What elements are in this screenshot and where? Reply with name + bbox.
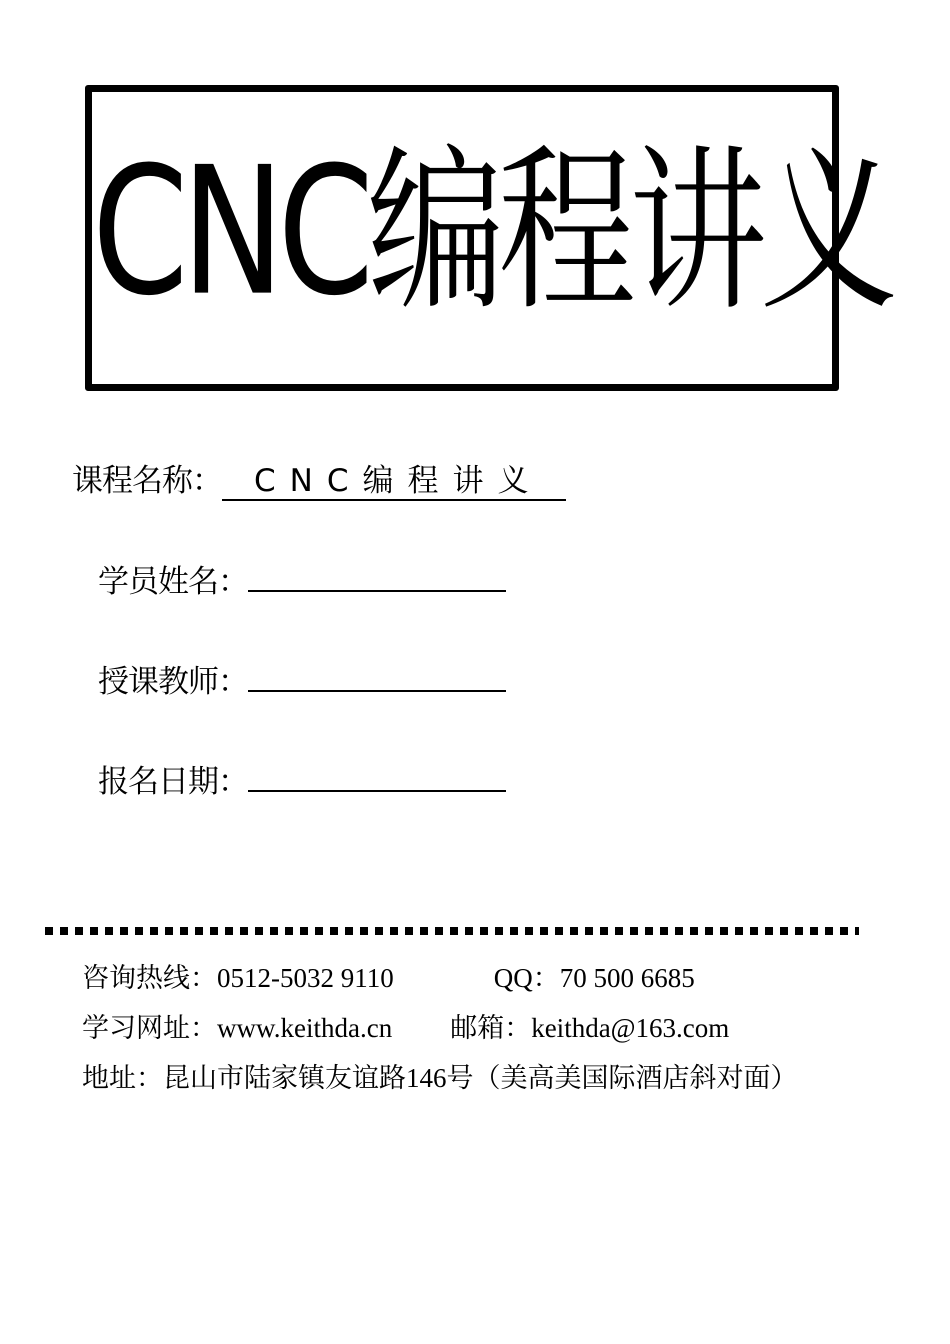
contact-line-1 — [82, 961, 695, 995]
student-name-label: 学员姓名： — [98, 564, 248, 600]
teacher-field — [98, 660, 506, 702]
dotted-separator — [45, 927, 859, 935]
course-name-field — [72, 461, 566, 501]
student-name-field — [98, 560, 506, 602]
contact-line-3 — [82, 1061, 798, 1095]
qq-text: QQ：70 500 6685 — [493, 963, 695, 993]
document-title: CNC编程讲义 — [92, 128, 891, 335]
address-text: 地址：昆山市陆家镇友谊路146号（美高美国际酒店斜对面） — [82, 1063, 798, 1093]
course-name-label: 课程名称： — [72, 463, 222, 499]
course-name-value: CNC编程讲义 — [222, 463, 566, 501]
hotline-text: 咨询热线：0512-5032 9110 — [82, 963, 394, 993]
registration-date-blank — [248, 760, 506, 792]
email-text: 邮箱：keithda@163.com — [450, 1013, 730, 1043]
website-text: 学习网址：www.keithda.cn — [82, 1013, 393, 1043]
registration-date-field — [98, 760, 506, 802]
registration-date-label: 报名日期： — [98, 764, 248, 800]
teacher-blank — [248, 660, 506, 692]
student-name-blank — [248, 560, 506, 592]
contact-line-2 — [82, 1011, 729, 1045]
teacher-label: 授课教师： — [98, 664, 248, 700]
title-frame — [85, 85, 891, 391]
